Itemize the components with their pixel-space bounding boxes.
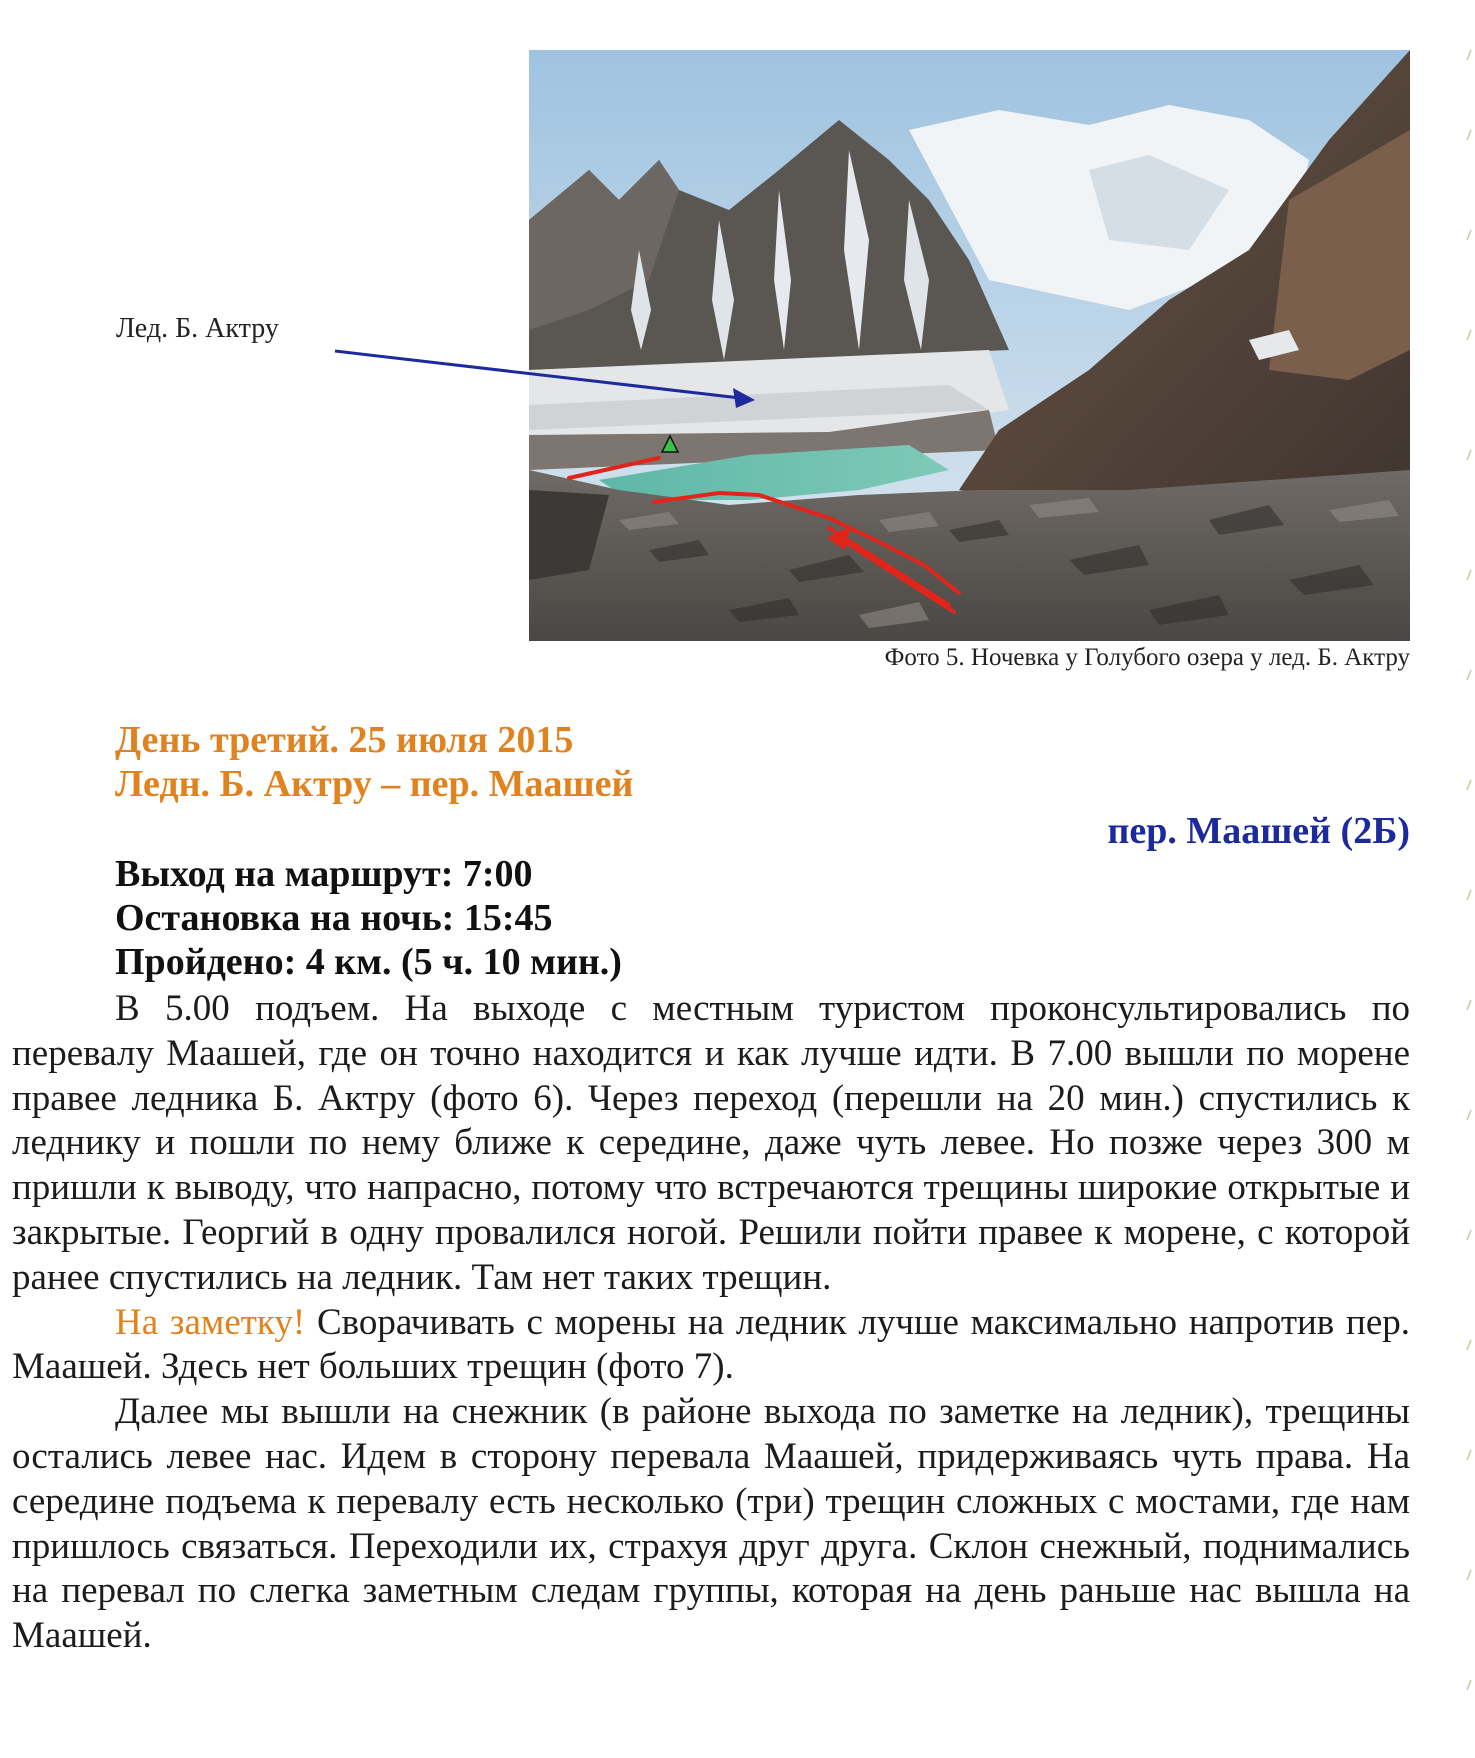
photo-caption: Фото 5. Ночевка у Голубого озера у лед. Б. Актру — [884, 644, 1410, 671]
day-stats — [115, 852, 622, 984]
day-heading-line1: День третий. 25 июля 2015 — [115, 719, 574, 761]
note-text: Сворачивать с морены на ледник лучше максимально напротив пер. Маашей. Здесь нет больших трещин (фото 7). — [12, 1301, 1410, 1388]
photo-illustration — [529, 50, 1410, 641]
callout-label: Лед. Б. Актру — [116, 313, 279, 344]
body-text — [12, 987, 1410, 1659]
paragraph-note — [12, 1301, 1410, 1391]
stat-covered: Пройдено: 4 км. (5 ч. 10 мин.) — [115, 941, 622, 983]
margin-marks — [1463, 0, 1475, 1758]
day-heading-line2: Ледн. Б. Актру – пер. Маашей — [115, 763, 634, 805]
photo-glacier-lake — [529, 50, 1410, 641]
note-label: На заметку! — [115, 1301, 306, 1343]
pass-label: пер. Маашей (2Б) — [1107, 810, 1410, 852]
day-heading — [115, 718, 633, 806]
paragraph-1: В 5.00 подъем. На выходе с местным туристом проконсультировались по перевалу Маашей, где он точно находится и как лучше идти. В 7.00 вышли по морене правее ледника Б. Актру (фото 6). Через переход (перешли на 20 мин.) спустились к леднику и пошли по нему ближе к середине, даже чуть левее. Но позже через 300 м пришли к выводу, что напрасно, потому что встречаются трещины широкие открытые и закрытые. Георгий в одну провалился ногой. Решили пойти правее к морене, с которой ранее спустились на ледник. Там нет таких трещин. — [12, 988, 1410, 1298]
stat-stop: Остановка на ночь: 15:45 — [115, 897, 553, 939]
stat-start: Выход на маршрут: 7:00 — [115, 853, 533, 895]
paragraph-3: Далее мы вышли на снежник (в районе выхода по заметке на ледник), трещины остались левее нас. Идем в сторону перевала Маашей, придерживаясь чуть права. На середине подъема к перевалу есть несколько (три) трещин сложных с мостами, где нам пришлось связаться. Переходили их, страхуя друг друга. Склон снежный, поднимались на перевал по слегка заметным следам группы, которая на день раньше нас вышла на Маашей. — [12, 1391, 1410, 1657]
